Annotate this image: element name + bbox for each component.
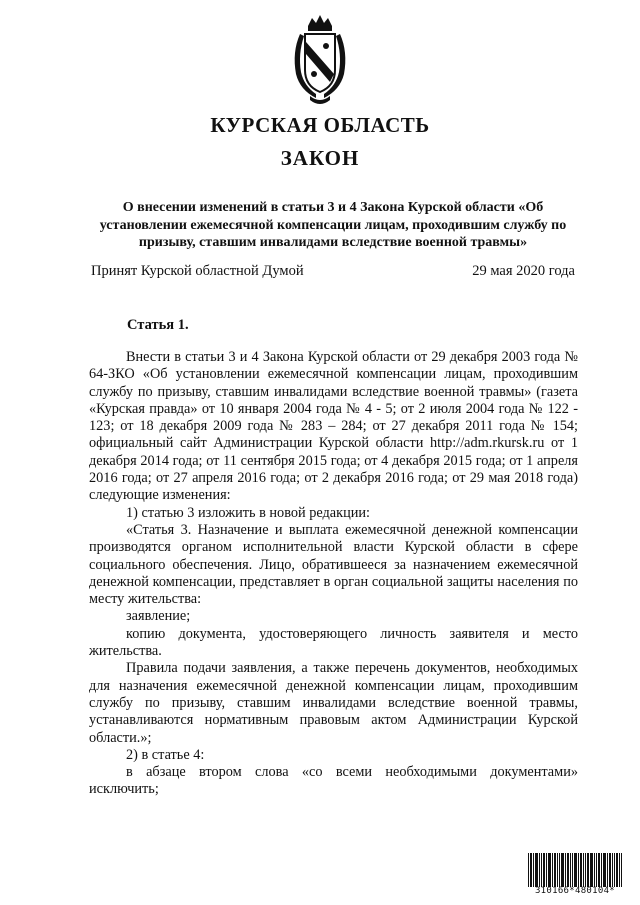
region-title: КУРСКАЯ ОБЛАСТЬ	[210, 113, 430, 137]
adoption-row	[91, 263, 575, 280]
adopted-by: Принят Курской областной Думой	[91, 263, 304, 279]
article-intro-paragraph: Внести в статьи 3 и 4 Закона Курской области от 29 декабря 2003 года № 64-ЗКО «Об установлении ежемесячной компенсации лицам, проходившим службу по призыву, ставшим инвалидами вследствие военной травмы» (газета «Курская правда» от 10 января 2004 года № 4 - 5; от 2 июля 2004 года № 122 - 123; от 18 декабря 2009 года № 283 – 284; от 27 декабря 2011 года № 154; официальный сайт Администрации Курской области http://adm.rkursk.ru от 1 декабря 2014 года; от 11 сентября 2015 года; от 4 декабря 2015 года; от 1 апреля 2016 года; от 27 апреля 2016 года; от 2 декабря 2016 года; от 29 мая 2018 года) следующие изменения:	[89, 349, 578, 504]
law-title: ЗАКОН	[280, 146, 360, 170]
barcode-bars	[528, 853, 622, 887]
item-1-rules-paragraph: Правила подачи заявления, а также перечень документов, необходимых для назначения ежемесячной денежной компенсации лицам, проходившим службу по призыву, ставшим инвалидами вследствие военной травмы, устанавливаются нормативным правовым актом Администрации Курской области.»;	[89, 660, 578, 746]
item-1-new-text: «Статья 3. Назначение и выплата ежемесячной денежной компенсации производятся органом исполнительной власти Курской области в сфере социального обеспечения. Лицо, обратившееся за назначением ежемесячной денежной компенсации, представляет в орган социальной защиты населения по месту жительства:	[89, 521, 578, 608]
barcode-number: 310166*480104*	[534, 886, 616, 896]
coat-of-arms-emblem	[286, 12, 354, 106]
document-heading: О внесении изменений в статьи 3 и 4 Закона Курской области «Об установлении ежемесячной компенсации лицам, проходившим службу по призыву, ставшим инвалидами вследствие военной травмы»	[99, 200, 567, 250]
barcode	[528, 853, 622, 897]
article-body	[89, 349, 578, 799]
item-1-list-application: заявление;	[126, 608, 191, 625]
item-2-heading: 2) в статье 4:	[126, 746, 205, 763]
item-1-list-id-copy: копию документа, удостоверяющего личность заявителя и место жительства.	[89, 625, 578, 660]
item-2-text: в абзаце втором слова «со всеми необходимыми документами» исключить;	[89, 764, 578, 798]
article-title: Статья 1.	[127, 317, 189, 333]
adoption-date: 29 мая 2020 года	[472, 263, 575, 279]
item-1-heading: 1) статью 3 изложить в новой редакции:	[126, 504, 371, 521]
